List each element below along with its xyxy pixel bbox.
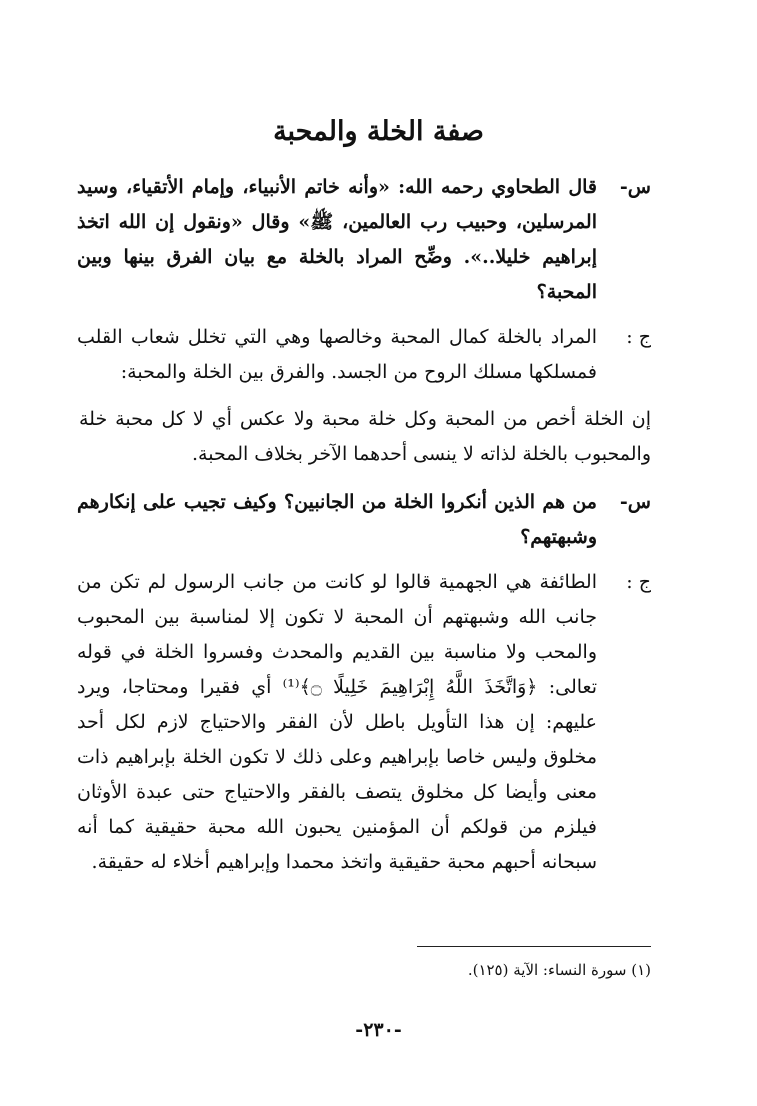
answer-1-text: المراد بالخلة كمال المحبة وخالصها وهي التي تخلل شعاب القلب فمسلكها مسلك الروح من الجسد. والفرق بين الخلة والمحبة:	[77, 326, 597, 383]
answer-2-marker: ج :	[626, 571, 651, 593]
question-1-text: قال الطحاوي رحمه الله: «وأنه خاتم الأنبياء، وإمام الأتقياء، وسيد المرسلين، وحبيب رب العالمين، ﷺ» وقال «ونقول إن الله اتخذ إبراهيم خليلا..». وضِّح المراد بالخلة مع بيان الفرق بينها وبين المحبة؟	[77, 176, 597, 303]
question-2-marker: س-	[619, 491, 651, 513]
footnote-divider	[417, 946, 651, 947]
question-1-marker: س-	[619, 176, 651, 198]
question-2-text: من هم الذين أنكروا الخلة من الجانبين؟ وكيف تجيب على إنكارهم وشبهتهم؟	[77, 491, 597, 548]
answer-1-marker: ج :	[626, 326, 651, 348]
page-number: -٢٣٠-	[355, 1019, 402, 1041]
page-title: صفة الخلة والمحبة	[273, 116, 484, 147]
answer-2-text: الطائفة هي الجهمية قالوا لو كانت من جانب الرسول لم تكن من جانب الله وشبهتهم أن المحبة لا تكون إلا لمناسبة بين المحبوب والمحب ولا مناسبة بين القديم والمحدث وفسروا الخلة في قوله تعالى: ﴿وَاتَّخَذَ اللَّهُ إِبْرَاهِيمَ خَلِيلًا ۝﴾⁽¹⁾ أي فقيرا ومحتاجا، ويرد عليهم: إن هذا التأويل باطل لأن الفقر والاحتياج لازم لكل أحد مخلوق وليس خاصا بإبراهيم وعلى ذلك لا تكون الخلة بإبراهيم ذات معنى وأيضا كل مخلوق يتصف بالفقر والاحتياج حتى عبدة الأوثان فيلزم من قولكم أن المؤمنين يحبون الله محبة حقيقية كما أنه سبحانه أحبهم محبة حقيقية واتخذ محمدا وإبراهيم أخلاء له حقيقة.	[77, 571, 597, 873]
footnote: (١) سورة النساء: الآية (١٢٥).	[467, 961, 651, 979]
answer-1-continuation: إن الخلة أخص من المحبة وكل خلة محبة ولا عكس أي لا كل محبة خلة والمحبوب بالخلة لذاته لا ينسى أحدهما الآخر بخلاف المحبة.	[79, 408, 651, 465]
